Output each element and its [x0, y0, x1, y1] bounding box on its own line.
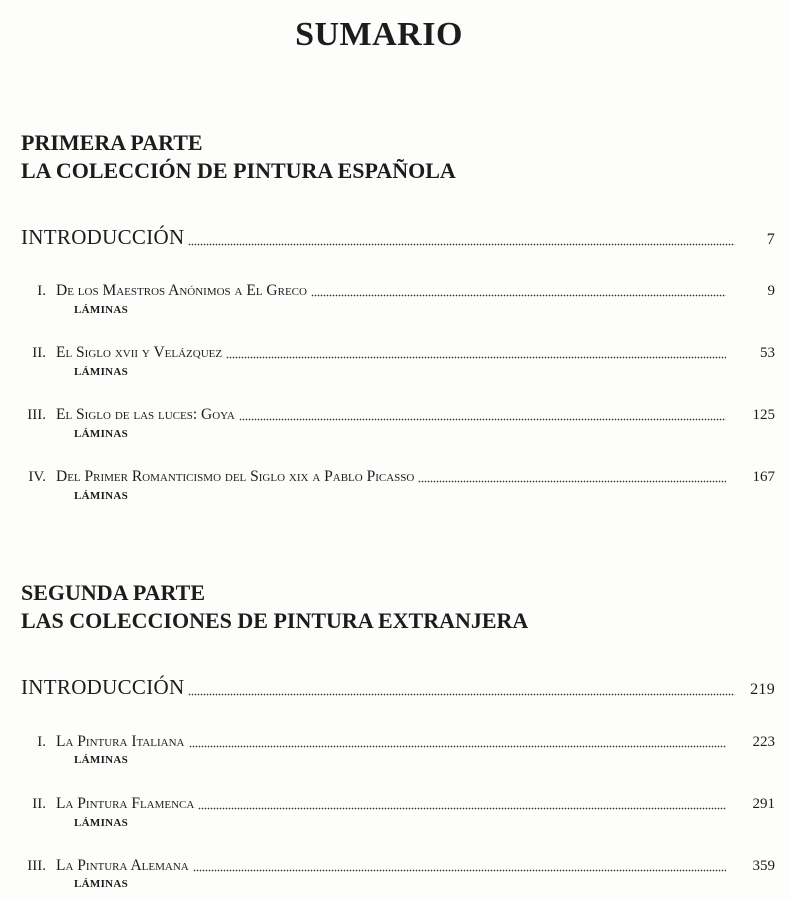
- chapter-title: El Siglo de las luces: Goya: [56, 406, 235, 423]
- page-number: 167: [752, 469, 775, 485]
- page-number: 125: [752, 407, 775, 423]
- page-number: 359: [752, 858, 775, 874]
- dot-leader: [189, 733, 727, 748]
- chapter-title: De los Maestros Anónimos a El Greco: [56, 282, 307, 299]
- page-number: 7: [766, 231, 775, 248]
- page-number: 9: [767, 283, 775, 299]
- chapter-number: II.: [32, 796, 46, 812]
- dot-leader: [188, 225, 735, 246]
- toc-intro-1[interactable]: [21, 223, 775, 250]
- page-number: 219: [750, 681, 775, 698]
- page-number: 53: [760, 345, 775, 361]
- laminas-label: LÁMINAS: [74, 428, 129, 440]
- part-label: SEGUNDA PARTE: [21, 580, 206, 605]
- chapter-number: I.: [37, 734, 46, 750]
- laminas-label: LÁMINAS: [74, 490, 129, 502]
- chapter-number: III.: [27, 858, 46, 874]
- chapter-title: El Siglo xvii y Velázquez: [56, 344, 223, 361]
- toc-intro-2[interactable]: [21, 673, 775, 700]
- dot-leader: [198, 795, 726, 810]
- part-heading-1: [21, 129, 456, 185]
- intro-label: INTRODUCCIÓN: [21, 675, 185, 699]
- chapter-title: La Pintura Flamenca: [56, 795, 195, 812]
- dot-leader: [311, 282, 726, 297]
- toc-chapter-2-1[interactable]: [0, 731, 775, 751]
- chapter-number: I.: [37, 283, 46, 299]
- dot-leader: [188, 675, 735, 696]
- toc-chapter-1-2[interactable]: [0, 342, 775, 362]
- dot-leader: [239, 406, 726, 421]
- laminas-label: LÁMINAS: [74, 817, 129, 829]
- toc-chapter-1-3[interactable]: [0, 404, 775, 424]
- chapter-number: IV.: [28, 469, 46, 485]
- toc-chapter-1-4[interactable]: [0, 466, 775, 486]
- toc-chapter-2-3[interactable]: [0, 855, 775, 875]
- part-title: LAS COLECCIONES DE PINTURA EXTRANJERA: [21, 608, 529, 633]
- dot-leader: [226, 344, 726, 359]
- chapter-title: La Pintura Alemana: [56, 857, 189, 874]
- chapter-title: La Pintura Italiana: [56, 733, 185, 750]
- chapter-title: Del Primer Romanticismo del Siglo xix a Pablo Picasso: [56, 468, 415, 485]
- chapter-number: II.: [32, 345, 46, 361]
- page-number: 291: [752, 796, 775, 812]
- part-heading-2: [21, 579, 528, 635]
- part-label: PRIMERA PARTE: [21, 130, 203, 155]
- intro-label: INTRODUCCIÓN: [21, 225, 185, 249]
- dot-leader: [418, 468, 726, 483]
- laminas-label: LÁMINAS: [74, 366, 129, 378]
- chapter-number: III.: [27, 407, 46, 423]
- dot-leader: [193, 857, 726, 872]
- toc-chapter-2-2[interactable]: [0, 793, 775, 813]
- toc-chapter-1-1[interactable]: [0, 280, 775, 300]
- laminas-label: LÁMINAS: [74, 878, 129, 890]
- page-title: SUMARIO: [295, 16, 463, 53]
- laminas-label: LÁMINAS: [74, 754, 129, 766]
- part-title: LA COLECCIÓN DE PINTURA ESPAÑOLA: [21, 158, 456, 183]
- page-number: 223: [752, 734, 775, 750]
- laminas-label: LÁMINAS: [74, 304, 129, 316]
